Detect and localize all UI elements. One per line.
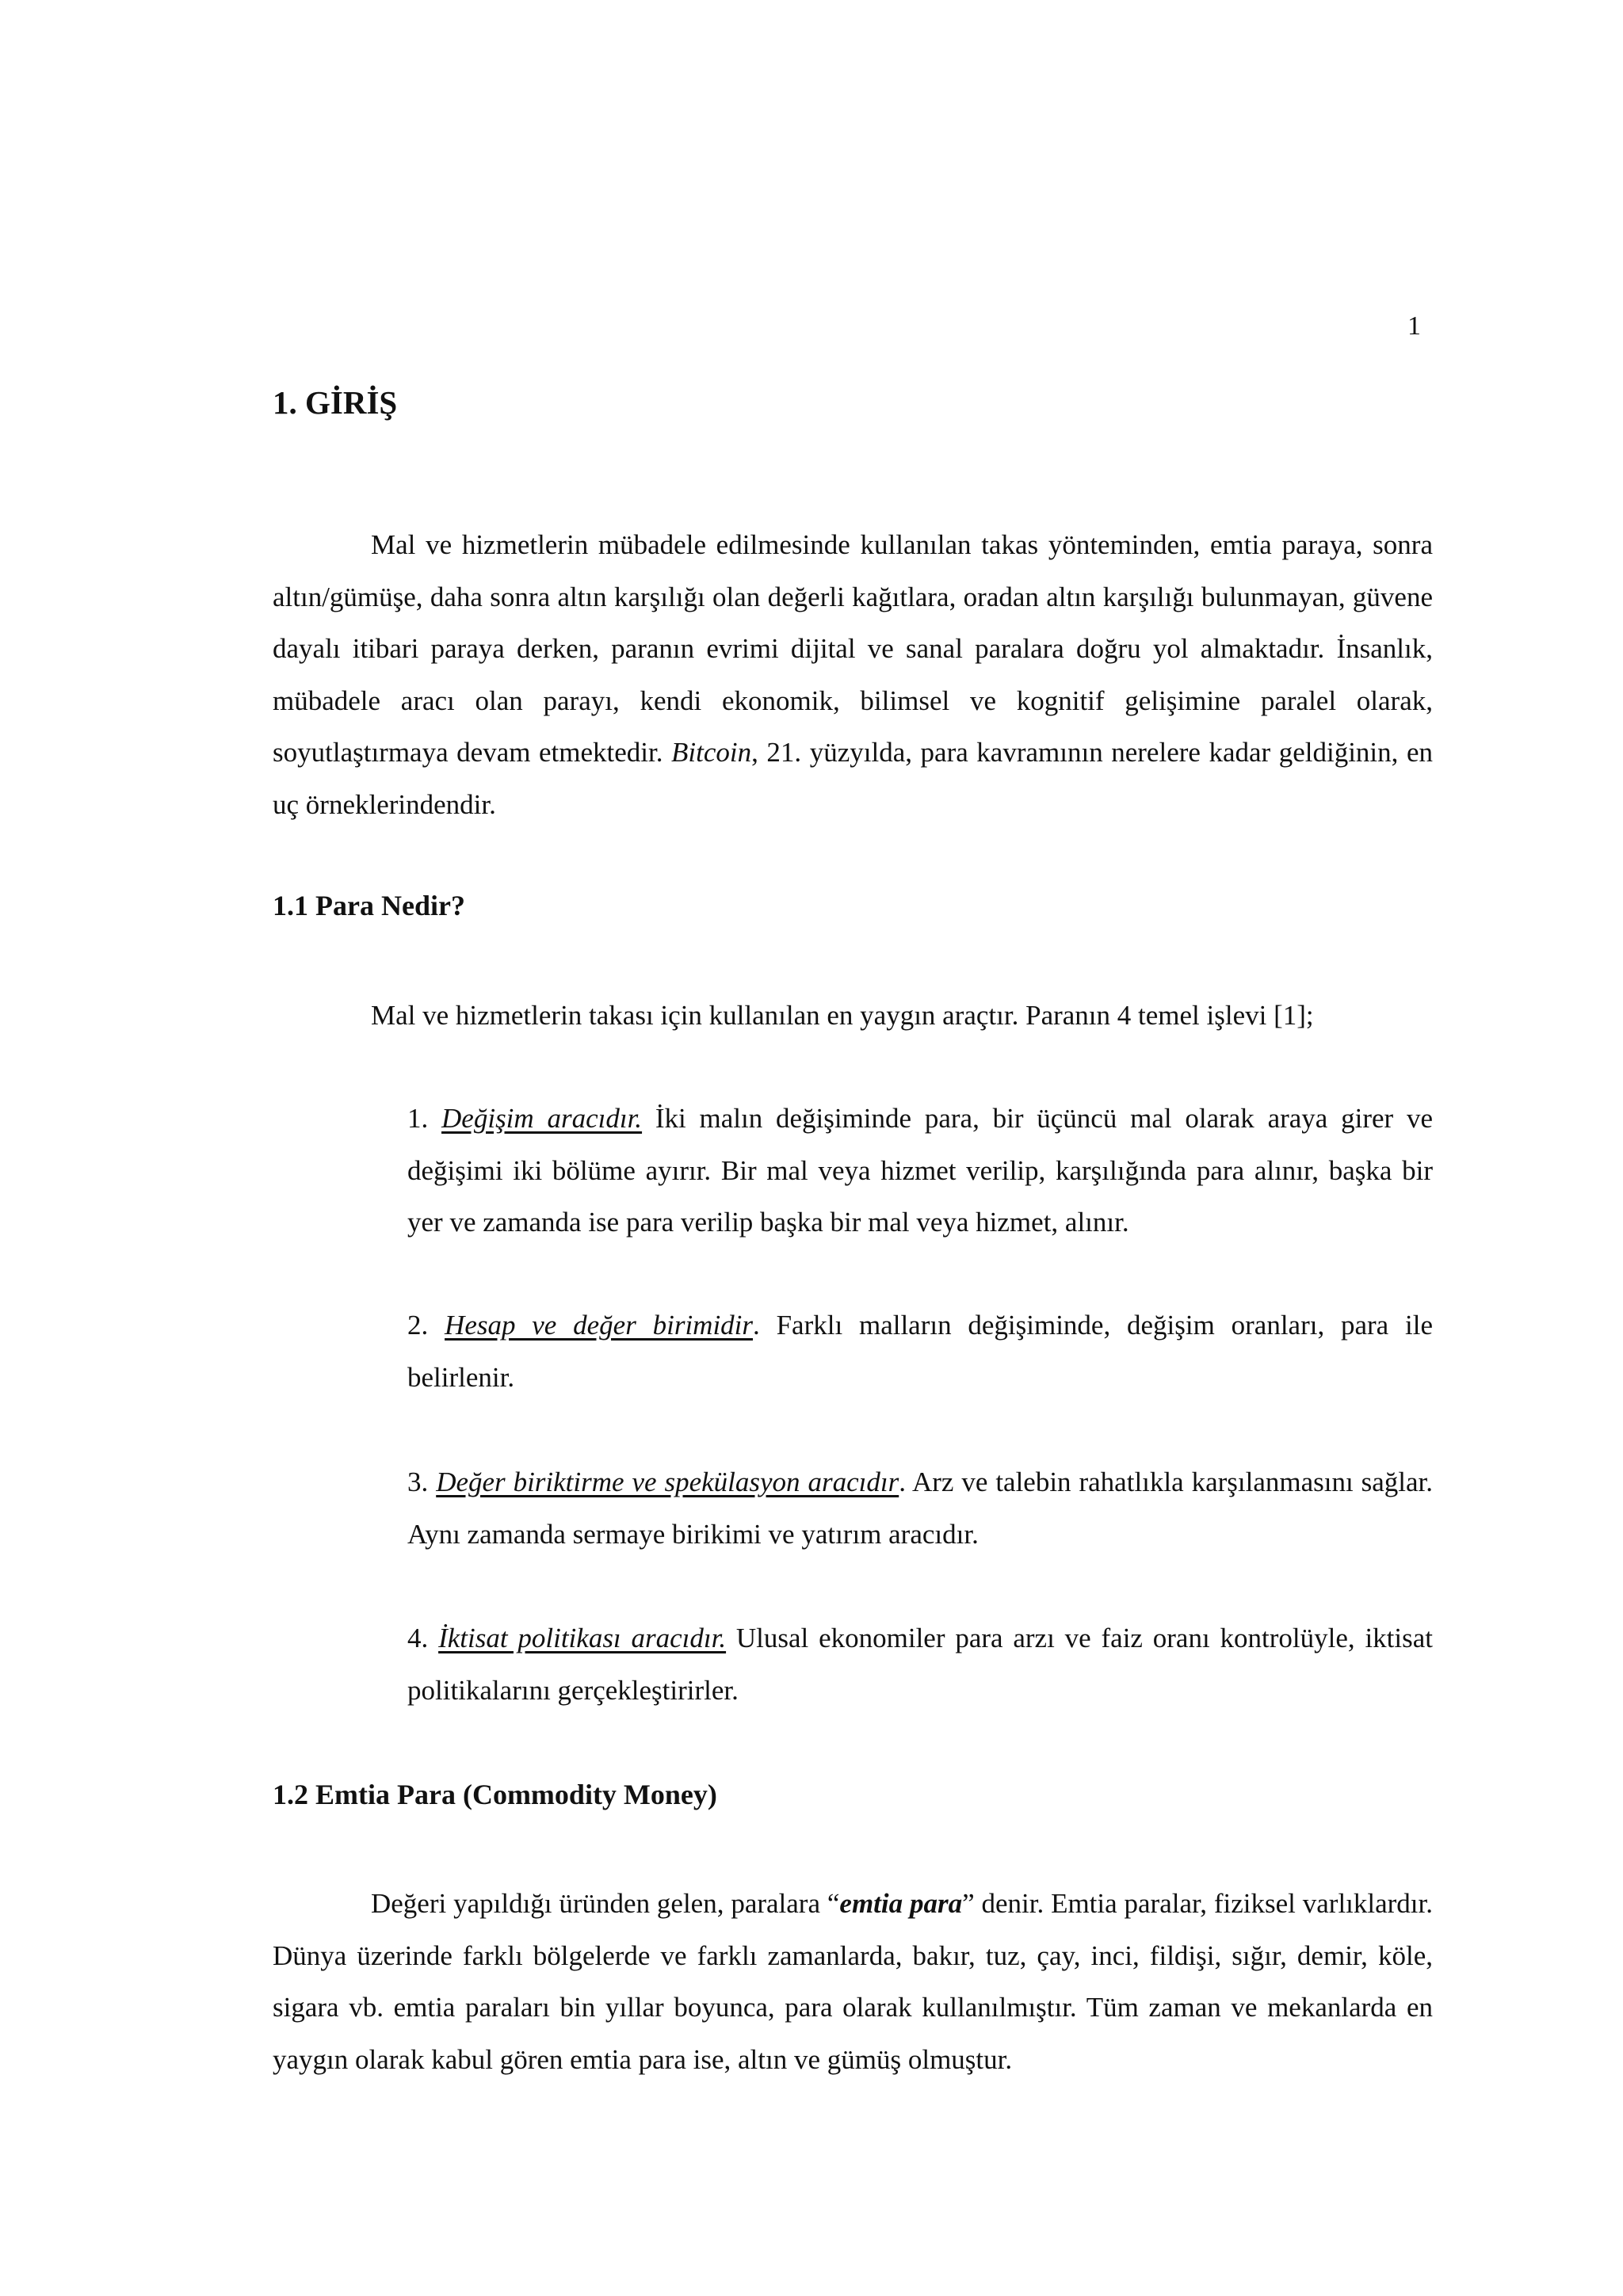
section-heading-emtia-para: 1.2 Emtia Para (Commodity Money) [273,1779,717,1810]
function-item-text: İki malın değişiminde para, bir üçüncü mal olarak araya girer ve değişimi iki bölüme ayırır. Bir mal veya hizmet verilip, karşılığında para alınır, başka bir yer ve zamanda ise para verilip başka bir mal veya hizmet, alınır. [407,1103,1433,1238]
page-number: 1 [1407,311,1421,341]
section-1-2-paragraph [273,1878,1433,2085]
emtia-text-after: ” denir. Emtia paralar, fiziksel varlıklardır. Dünya üzerinde farklı bölgelerde ve farklı zamanlarda, bakır, tuz, çay, inci, fildişi, sığır, demir, köle, sigara vb. emtia paraları bin yıllar boyunca, para olarak kullanılmıştır. Tüm zaman ve mekanlarda en yaygın olarak kabul gören emtia para ise, altın ve gümüş olmuştur. [273,1888,1433,2075]
intro-italic-term: Bitcoin [671,737,752,768]
function-item-number: 3. [407,1466,437,1497]
function-item-text: . Arz ve talebin rahatlıkla karşılanmasını sağlar. Aynı zamanda sermaye birikimi ve yatırım aracıdır. [407,1466,1434,1550]
section-heading-para-nedir: 1.1 Para Nedir? [273,890,465,921]
emtia-para-term: emtia para [839,1888,963,1919]
function-item-text: Ulusal ekonomiler para arzı ve faiz oranı kontrolüyle, iktisat politikalarını gerçekleştirirler. [407,1623,1433,1706]
function-item-1 [407,1093,1433,1249]
function-item-4 [407,1612,1433,1716]
function-item-term: Değer biriktirme ve spekülasyon aracıdır [436,1466,899,1497]
function-item-term: Değişim aracıdır. [441,1103,643,1134]
function-item-number: 4. [407,1623,439,1653]
function-item-number: 1. [407,1103,442,1134]
section-1-1-lead-paragraph: Mal ve hizmetlerin takası için kullanılan en yaygın araçtır. Paranın 4 temel işlevi [1]; [371,1000,1314,1031]
intro-text-before-italic: Mal ve hizmetlerin mübadele edilmesinde kullanılan takas yönteminden, emtia paraya, sonra altın/gümüşe, daha sonra altın karşılığı olan değerli kağıtlara, oradan altın karşılığı bulunmayan, güvene dayalı itibari paraya derken, paranın evrimi dijital ve sanal paralara doğru yol almaktadır. İnsanlık, mübadele aracı olan parayı, kendi ekonomik, bilimsel ve kognitif gelişimine paralel olarak, soyutlaştırmaya devam etmektedir. [273,529,1433,768]
function-item-3 [407,1456,1433,1560]
chapter-heading: 1. GİRİŞ [273,384,398,421]
intro-paragraph [273,519,1433,830]
intro-text-after-italic: , 21. yüzyılda, para kavramının nerelere kadar geldiğinin, en uç örneklerindendir. [273,737,1433,820]
function-item-number: 2. [407,1310,445,1341]
function-item-text: . Farklı malların değişiminde, değişim oranları, para ile belirlenir. [407,1310,1433,1393]
emtia-text-before: Değeri yapıldığı üründen gelen, paralara “ [371,1888,840,1919]
function-item-term: İktisat politikası aracıdır. [438,1623,727,1653]
function-item-term: Hesap ve değer birimidir [445,1310,754,1341]
function-item-2 [407,1299,1433,1403]
